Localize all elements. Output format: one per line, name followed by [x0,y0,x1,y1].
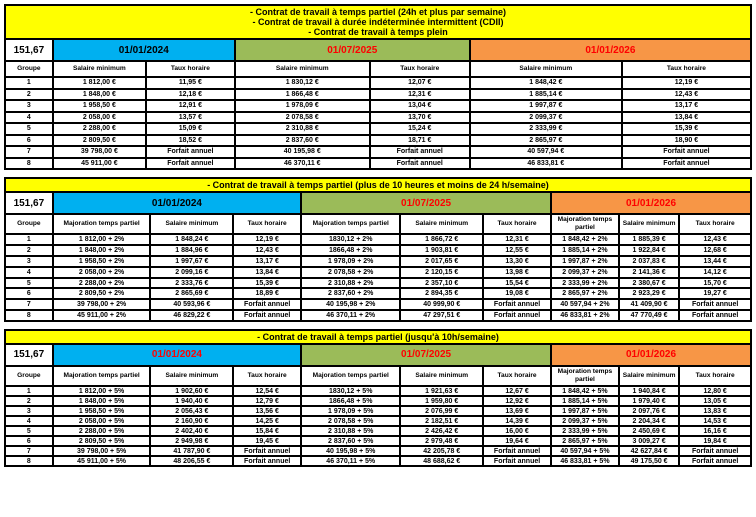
table-row [5,386,751,396]
value-cell: 1 902,60 € [150,386,233,396]
value-cell: 1 885,14 + 5% [551,396,619,406]
value-cell: 1 848,00 € [53,89,146,101]
group-number-cell: 3 [5,100,53,112]
value-cell: 46 833,81 + 5% [551,456,619,466]
value-cell: Forfait annuel [233,456,301,466]
value-cell: 2 078,58 + 2% [301,267,400,278]
value-cell: 15,84 € [233,426,301,436]
value-cell: 1 884,96 € [150,245,233,256]
value-cell: 40 597,94 + 5% [551,446,619,456]
value-cell: 18,90 € [622,135,751,147]
value-cell: 45 911,00 + 5% [53,456,151,466]
value-cell: 1 997,67 € [150,256,233,267]
value-cell: 13,05 € [679,396,751,406]
value-cell: 12,31 € [370,89,470,101]
group-column-header: Groupe [5,214,53,234]
period-header-01-07-2025: 01/07/2025 [301,192,551,214]
value-cell: 2 837,60 € [235,135,370,147]
table-title-banner [5,5,751,39]
value-cell: 1 997,87 + 2% [551,256,619,267]
value-cell: 2 450,69 € [619,426,679,436]
value-cell: 1 940,84 € [619,386,679,396]
value-cell: 40 195,98 € [235,146,370,158]
value-cell: 1 812,00 € [53,77,146,89]
group-number-cell: 6 [5,135,53,147]
value-cell: 19,64 € [483,436,551,446]
value-cell: 42 627,84 € [619,446,679,456]
value-cell: 1 866,48 € [235,89,370,101]
group-number-cell: 7 [5,299,53,310]
value-cell: 13,04 € [370,100,470,112]
value-cell: 13,30 € [483,256,551,267]
table-row [5,446,751,456]
value-cell: 40 597,94 + 2% [551,299,619,310]
value-cell: 1 922,84 € [619,245,679,256]
value-cell: 1 978,09 € [235,100,370,112]
value-cell: 15,70 € [679,278,751,289]
value-cell: 2 809,50 + 2% [53,288,151,299]
table-row [5,146,751,158]
value-cell: 11,95 € [146,77,235,89]
value-cell: 13,69 € [483,406,551,416]
value-cell: 2 333,76 € [150,278,233,289]
period-header-01-01-2026: 01/01/2026 [551,344,751,366]
table-row [5,396,751,406]
value-cell: 45 911,00 € [53,158,146,170]
value-cell: 12,92 € [483,396,551,406]
value-cell: 12,79 € [233,396,301,406]
value-cell: 47 297,51 € [400,310,483,321]
value-cell: 13,17 € [622,100,751,112]
table-row [5,89,751,101]
value-cell: 12,55 € [483,245,551,256]
value-cell: 2 078,58 € [235,112,370,124]
value-cell: 2 204,34 € [619,416,679,426]
column-header: Majoration temps partiel [301,366,400,386]
group-number-cell: 2 [5,245,53,256]
value-cell: 15,39 € [622,123,751,135]
value-cell: 2 076,99 € [400,406,483,416]
banner-line: - Contrat de travail à temps plein [308,27,448,37]
value-cell: 12,19 € [233,234,301,245]
value-cell: Forfait annuel [146,146,235,158]
value-cell: 1 812,00 + 2% [53,234,151,245]
column-header: Taux horaire [679,366,751,386]
value-cell: 2 865,97 + 2% [551,288,619,299]
column-header: Salaire minimum [619,366,679,386]
value-cell: 2 865,97 + 5% [551,436,619,446]
group-number-cell: 1 [5,77,53,89]
value-cell: 2 426,42 € [400,426,483,436]
value-cell: 46 370,11 + 5% [301,456,400,466]
group-number-cell: 6 [5,288,53,299]
column-header: Salaire minimum [470,61,622,77]
group-number-cell: 5 [5,426,53,436]
value-cell: 1 885,14 € [470,89,622,101]
value-cell: Forfait annuel [233,310,301,321]
value-cell: Forfait annuel [483,299,551,310]
value-cell: 13,56 € [233,406,301,416]
salary-sheet [4,4,752,467]
monthly-hours-cell: 151,67 [5,192,53,214]
value-cell: 48 688,62 € [400,456,483,466]
value-cell: Forfait annuel [483,310,551,321]
value-cell: 1 830,12 € [235,77,370,89]
group-number-cell: 3 [5,256,53,267]
table-row [5,77,751,89]
value-cell: 16,16 € [679,426,751,436]
value-cell: 46 833,81 + 2% [551,310,619,321]
column-header: Majoration temps partiel [53,366,151,386]
value-cell: Forfait annuel [679,299,751,310]
value-cell: 12,43 € [233,245,301,256]
value-cell: 13,83 € [679,406,751,416]
table-title-banner [5,178,751,192]
monthly-hours-cell: 151,67 [5,344,53,366]
value-cell: 1 958,50 + 5% [53,406,151,416]
table-temps-plein [4,4,752,170]
column-header: Majoration temps partiel [301,214,400,234]
value-cell: 12,43 € [622,89,751,101]
value-cell: 40 195,98 + 5% [301,446,400,456]
table-row [5,135,751,147]
value-cell: 1 997,87 € [470,100,622,112]
value-cell: 12,80 € [679,386,751,396]
value-cell: 1 958,50 € [53,100,146,112]
value-cell: 2 402,40 € [150,426,233,436]
table-row [5,406,751,416]
value-cell: 19,08 € [483,288,551,299]
group-number-cell: 2 [5,89,53,101]
column-header: Taux horaire [679,214,751,234]
column-header: Salaire minimum [235,61,370,77]
banner-line: - Contrat de travail à temps partiel (jusqu'à 10h/semaine) [257,331,499,342]
value-cell: 1 848,42 + 5% [551,386,619,396]
value-cell: 2 099,37 + 5% [551,416,619,426]
value-cell: 42 205,78 € [400,446,483,456]
value-cell: 2 837,60 + 5% [301,436,400,446]
value-cell: 1 866,72 € [400,234,483,245]
value-cell: 41 409,90 € [619,299,679,310]
column-header: Salaire minimum [400,366,483,386]
group-column-header: Groupe [5,61,53,77]
value-cell: 39 798,00 + 2% [53,299,151,310]
value-cell: 2 099,16 € [150,267,233,278]
value-cell: 39 798,00 € [53,146,146,158]
value-cell: Forfait annuel [370,158,470,170]
value-cell: 2 923,29 € [619,288,679,299]
period-header-01-01-2026: 01/01/2026 [470,39,751,61]
value-cell: 16,00 € [483,426,551,436]
column-header: Taux horaire [370,61,470,77]
value-cell: Forfait annuel [233,299,301,310]
value-cell: 12,54 € [233,386,301,396]
value-cell: 3 009,27 € [619,436,679,446]
value-cell: 2 310,88 + 5% [301,426,400,436]
period-header-01-01-2026: 01/01/2026 [551,192,751,214]
value-cell: 12,91 € [146,100,235,112]
value-cell: 14,53 € [679,416,751,426]
period-header-01-07-2025: 01/07/2025 [301,344,551,366]
column-header: Salaire minimum [150,366,233,386]
value-cell: 19,84 € [679,436,751,446]
column-header: Taux horaire [483,366,551,386]
value-cell: 2 058,00 + 5% [53,416,151,426]
value-cell: 15,54 € [483,278,551,289]
table-row [5,288,751,299]
period-header-01-01-2024: 01/01/2024 [53,39,235,61]
value-cell: 2 837,60 + 2% [301,288,400,299]
column-header: Salaire minimum [400,214,483,234]
period-header-01-07-2025: 01/07/2025 [235,39,470,61]
value-cell: 46 833,81 € [470,158,622,170]
value-cell: 14,39 € [483,416,551,426]
value-cell: 1 978,09 + 5% [301,406,400,416]
value-cell: 46 829,22 € [150,310,233,321]
value-cell: 13,44 € [679,256,751,267]
table-row [5,112,751,124]
value-cell: 2 333,99 + 2% [551,278,619,289]
value-cell: 48 206,55 € [150,456,233,466]
table-row [5,245,751,256]
group-number-cell: 3 [5,406,53,416]
value-cell: 13,98 € [483,267,551,278]
value-cell: 1 848,00 + 5% [53,396,151,406]
value-cell: 18,52 € [146,135,235,147]
value-cell: 46 370,11 € [235,158,370,170]
group-number-cell: 4 [5,416,53,426]
value-cell: 2 310,88 € [235,123,370,135]
table-row [5,158,751,170]
value-cell: 12,67 € [483,386,551,396]
value-cell: 1 978,09 + 2% [301,256,400,267]
group-number-cell: 8 [5,158,53,170]
column-header: Majoration temps partiel [53,214,151,234]
value-cell: 39 798,00 + 5% [53,446,151,456]
value-cell: 15,24 € [370,123,470,135]
value-cell: Forfait annuel [146,158,235,170]
value-cell: 2 333,99 € [470,123,622,135]
value-cell: 1866,48 + 5% [301,396,400,406]
value-cell: 1866,48 + 2% [301,245,400,256]
banner-line: - Contrat de travail à durée indéterminée intermittent (CDII) [252,17,504,27]
value-cell: 13,84 € [622,112,751,124]
table-row [5,436,751,446]
column-header: Majoration temps partiel [551,366,619,386]
value-cell: 45 911,00 + 2% [53,310,151,321]
value-cell: 2 949,98 € [150,436,233,446]
value-cell: Forfait annuel [233,446,301,456]
value-cell: 2 056,43 € [150,406,233,416]
group-number-cell: 8 [5,310,53,321]
value-cell: 14,25 € [233,416,301,426]
value-cell: 12,19 € [622,77,751,89]
value-cell: 2 099,37 + 2% [551,267,619,278]
column-header: Taux horaire [233,214,301,234]
value-cell: 12,43 € [679,234,751,245]
value-cell: 1 848,42 € [470,77,622,89]
value-cell: 2 333,99 + 5% [551,426,619,436]
value-cell: 1 885,39 € [619,234,679,245]
value-cell: 2 182,51 € [400,416,483,426]
table-row [5,426,751,436]
monthly-hours-cell: 151,67 [5,39,53,61]
value-cell: 40 593,96 € [150,299,233,310]
column-header: Taux horaire [146,61,235,77]
value-cell: 1 885,14 + 2% [551,245,619,256]
value-cell: 1 848,24 € [150,234,233,245]
value-cell: Forfait annuel [679,310,751,321]
value-cell: 2 865,97 € [470,135,622,147]
value-cell: 1830,12 + 5% [301,386,400,396]
value-cell: 2 017,65 € [400,256,483,267]
table-temps-partiel-10-24h [4,177,752,322]
value-cell: 12,07 € [370,77,470,89]
value-cell: 2 288,00 + 2% [53,278,151,289]
group-column-header: Groupe [5,366,53,386]
column-header: Salaire minimum [619,214,679,234]
group-number-cell: 7 [5,446,53,456]
value-cell: 2 097,76 € [619,406,679,416]
value-cell: Forfait annuel [679,446,751,456]
group-number-cell: 2 [5,396,53,406]
value-cell: 18,71 € [370,135,470,147]
value-cell: Forfait annuel [483,446,551,456]
value-cell: 1 958,50 + 2% [53,256,151,267]
table-row [5,299,751,310]
group-number-cell: 4 [5,267,53,278]
table-title-banner [5,330,751,344]
group-number-cell: 5 [5,123,53,135]
value-cell: 41 787,90 € [150,446,233,456]
value-cell: 1 848,42 + 2% [551,234,619,245]
value-cell: 46 370,11 + 2% [301,310,400,321]
value-cell: 2 894,35 € [400,288,483,299]
value-cell: 19,27 € [679,288,751,299]
table-row [5,234,751,245]
value-cell: 47 770,49 € [619,310,679,321]
value-cell: 12,68 € [679,245,751,256]
table-temps-partiel-jusqua-10h [4,329,752,467]
column-header: Salaire minimum [150,214,233,234]
value-cell: 18,89 € [233,288,301,299]
value-cell: Forfait annuel [483,456,551,466]
value-cell: 13,17 € [233,256,301,267]
value-cell: 2 078,58 + 5% [301,416,400,426]
value-cell: 2 979,48 € [400,436,483,446]
value-cell: 1 812,00 + 5% [53,386,151,396]
value-cell: 12,18 € [146,89,235,101]
value-cell: 2 288,00 + 5% [53,426,151,436]
table-row [5,278,751,289]
table-row [5,456,751,466]
value-cell: 2 288,00 € [53,123,146,135]
value-cell: 1 903,81 € [400,245,483,256]
value-cell: 2 809,50 € [53,135,146,147]
value-cell: Forfait annuel [370,146,470,158]
column-header: Taux horaire [622,61,751,77]
value-cell: 2 160,90 € [150,416,233,426]
table-row [5,123,751,135]
group-number-cell: 8 [5,456,53,466]
value-cell: 2 037,83 € [619,256,679,267]
value-cell: 1 848,00 + 2% [53,245,151,256]
value-cell: 19,45 € [233,436,301,446]
period-header-01-01-2024: 01/01/2024 [53,344,301,366]
period-header-01-01-2024: 01/01/2024 [53,192,301,214]
group-number-cell: 7 [5,146,53,158]
value-cell: 13,70 € [370,112,470,124]
group-number-cell: 1 [5,234,53,245]
value-cell: 1 959,80 € [400,396,483,406]
table-row [5,267,751,278]
value-cell: 13,57 € [146,112,235,124]
value-cell: Forfait annuel [622,146,751,158]
value-cell: Forfait annuel [679,456,751,466]
value-cell: 14,12 € [679,267,751,278]
value-cell: 15,39 € [233,278,301,289]
column-header: Taux horaire [483,214,551,234]
column-header: Salaire minimum [53,61,146,77]
group-number-cell: 6 [5,436,53,446]
value-cell: 49 175,50 € [619,456,679,466]
value-cell: 2 310,88 + 2% [301,278,400,289]
table-row [5,416,751,426]
value-cell: 2 809,50 + 5% [53,436,151,446]
table-row [5,310,751,321]
value-cell: 40 999,90 € [400,299,483,310]
column-header: Taux horaire [233,366,301,386]
table-row [5,256,751,267]
value-cell: 2 058,00 + 2% [53,267,151,278]
value-cell: 2 099,37 € [470,112,622,124]
group-number-cell: 4 [5,112,53,124]
banner-line: - Contrat de travail à temps partiel (plus de 10 heures et moins de 24 h/semaine) [207,180,549,190]
group-number-cell: 1 [5,386,53,396]
value-cell: 1 997,87 + 5% [551,406,619,416]
banner-line: - Contrat de travail à temps partiel (24h et plus par semaine) [249,7,507,17]
value-cell: 2 865,69 € [150,288,233,299]
value-cell: 12,31 € [483,234,551,245]
value-cell: 1 921,63 € [400,386,483,396]
value-cell: 2 357,10 € [400,278,483,289]
value-cell: 13,84 € [233,267,301,278]
value-cell: Forfait annuel [622,158,751,170]
value-cell: 1 940,40 € [150,396,233,406]
group-number-cell: 5 [5,278,53,289]
value-cell: 2 120,15 € [400,267,483,278]
value-cell: 1830,12 + 2% [301,234,400,245]
value-cell: 15,09 € [146,123,235,135]
value-cell: 40 597,94 € [470,146,622,158]
table-row [5,100,751,112]
value-cell: 2 058,00 € [53,112,146,124]
value-cell: 2 380,67 € [619,278,679,289]
value-cell: 2 141,36 € [619,267,679,278]
value-cell: 40 195,98 + 2% [301,299,400,310]
column-header: Majoration temps partiel [551,214,619,234]
value-cell: 1 979,40 € [619,396,679,406]
